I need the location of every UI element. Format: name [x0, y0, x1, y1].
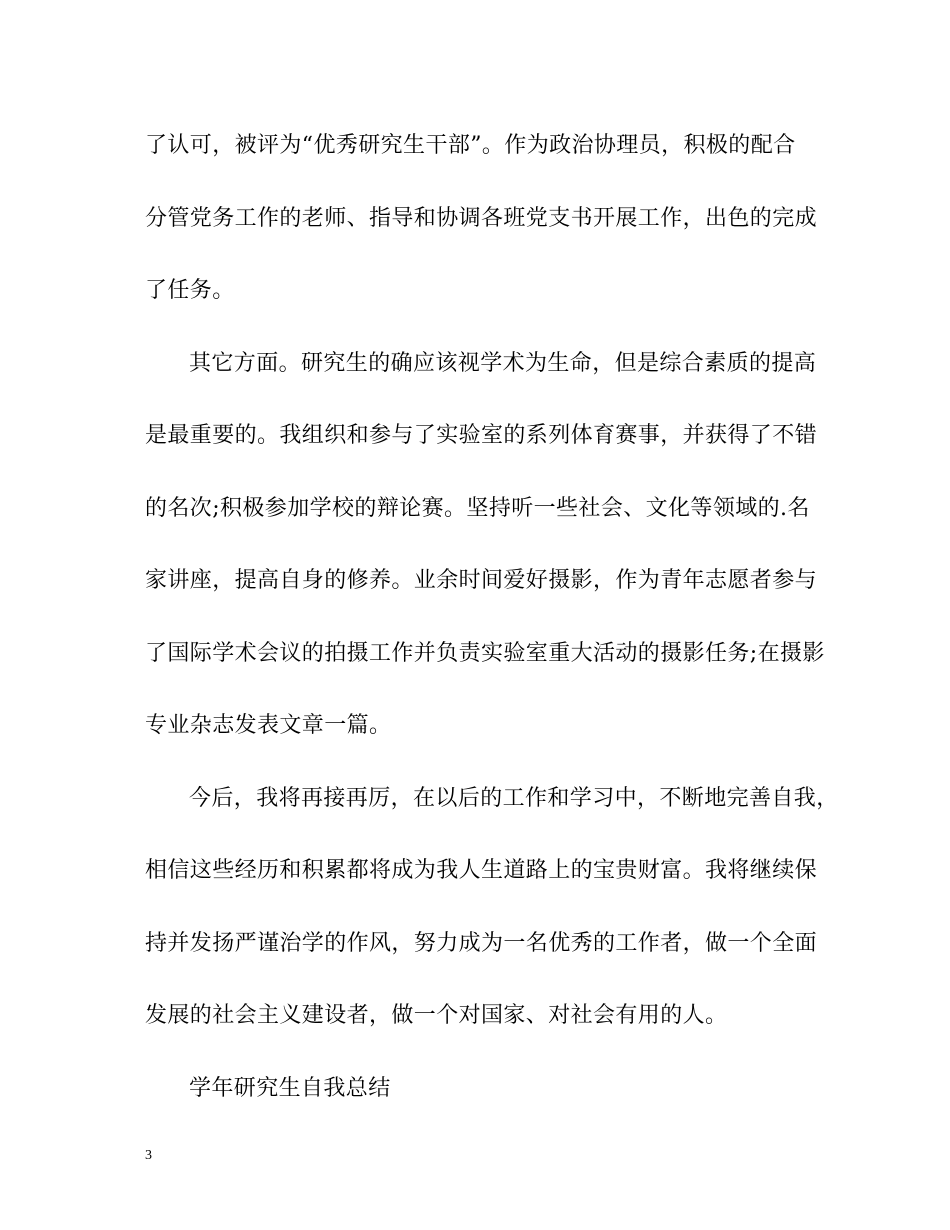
- text-line: 了认可，被评为“优秀研究生干部”。作为政治协理员，积极的配合: [145, 133, 796, 158]
- text-line: 相信这些经历和积累都将成为我人生道路上的宝贵财富。我将继续保: [145, 858, 818, 883]
- text-line: 了任务。: [145, 278, 235, 303]
- text-line: 是最重要的。我组织和参与了实验室的系列体育赛事，并获得了不错: [145, 423, 818, 448]
- page-number: 3: [145, 1148, 152, 1163]
- body-text: [145, 120, 839, 1135]
- text-line: 的名次;积极参加学校的辩论赛。坚持听一些社会、文化等领域的.名: [145, 495, 810, 521]
- text-line: 专业杂志发表文章一篇。: [145, 713, 392, 738]
- paragraph-start-line: 其它方面。研究生的确应该视学术为生命，但是综合素质的提高: [189, 350, 817, 376]
- text-line: 分管党务工作的老师、指导和协调各班党支书开展工作，出色的完成: [145, 205, 818, 231]
- text-line: 了国际学术会议的拍摄工作并负责实验室重大活动的摄影任务;在摄影: [145, 640, 825, 666]
- section-title-line: 学年研究生自我总结: [189, 1075, 391, 1101]
- paragraph-start-line: 今后，我将再接再厉，在以后的工作和学习中，不断地完善自我，: [189, 785, 839, 811]
- text-line: 家讲座，提高自身的修养。业余时间爱好摄影，作为青年志愿者参与: [145, 568, 818, 593]
- text-line: 持并发扬严谨治学的作风，努力成为一名优秀的工作者，做一个全面: [145, 930, 818, 956]
- text-line: 发展的社会主义建设者，做一个对国家、对社会有用的人。: [145, 1003, 728, 1028]
